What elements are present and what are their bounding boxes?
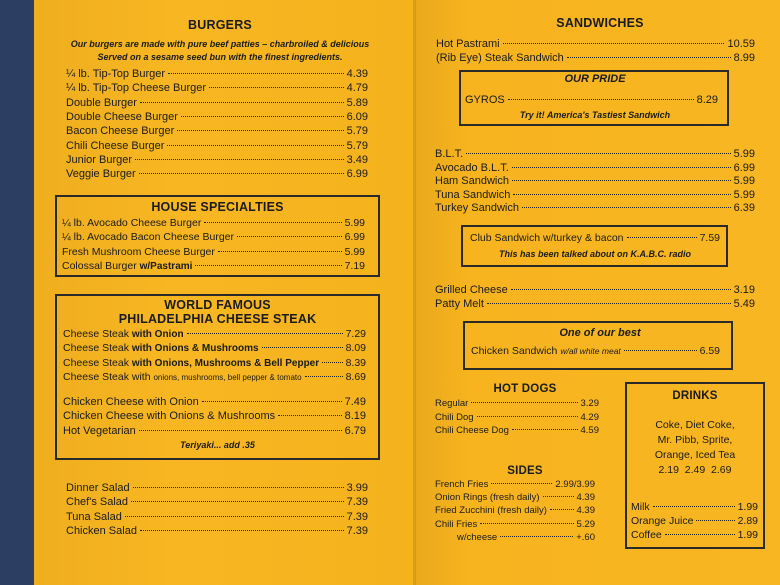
gyros-note: Try it! America's Tastiest Sandwich [519, 110, 671, 120]
menu-item-price: 3.29 [580, 398, 599, 409]
menu-item-name: Chili Cheese Dog [435, 425, 509, 436]
menu-item-row [62, 216, 365, 230]
leader-dots [135, 159, 344, 160]
philly-title-2: PHILADELPHIA CHEESE STEAK [118, 312, 317, 326]
menu-item-price: 3.19 [733, 284, 755, 296]
menu-item-price: 4.39 [576, 492, 595, 504]
menu-item-name: French Fries [435, 479, 489, 490]
menu-item-price: 6.99 [344, 231, 365, 244]
menu-item-price: 7.49 [344, 396, 366, 408]
menu-item-price: 4.79 [346, 82, 368, 95]
sides-title: SIDES [507, 465, 543, 477]
menu-item-row [435, 201, 755, 215]
leader-dots [140, 530, 344, 531]
leader-dots [305, 376, 343, 377]
leader-dots [204, 222, 341, 223]
leader-dots [181, 116, 344, 117]
menu-item-name: ¼ lb. Avocado Cheese Burger [62, 217, 202, 229]
menu-item-name: Orange Juice [631, 515, 694, 527]
menu-item-row [66, 96, 368, 110]
leader-dots [511, 289, 731, 290]
leader-dots [550, 509, 574, 510]
menu-item-price: 5.99 [344, 217, 365, 229]
menu-item-name: Hot Vegetarian [63, 424, 136, 437]
menu-item-row [63, 341, 366, 355]
leader-dots [237, 236, 342, 237]
burgers-description-1: Our burgers are made with pure beef patties – charbroiled & delicious [70, 39, 370, 49]
menu-item-price: 3.99 [346, 482, 368, 494]
menu-item-price: 5.99 [733, 188, 755, 201]
leader-dots [513, 194, 730, 195]
menu-item-name: Cheese Steak with Onion [63, 328, 184, 340]
menu-item-price: 2.99/3.99 [555, 479, 595, 490]
menu-item-price: 7.29 [345, 328, 366, 340]
menu-item-row [66, 481, 368, 495]
menu-item-price: 8.99 [733, 51, 755, 64]
house-specialties-title: HOUSE SPECIALTIES [151, 200, 284, 214]
menu-item-price: 3.49 [346, 153, 368, 166]
menu-item-name: Milk [631, 501, 650, 513]
menu-item-name: Double Burger [66, 96, 137, 109]
menu-item-name: Tuna Salad [66, 510, 122, 523]
leader-dots [487, 303, 731, 304]
chicken-sandwich-row [471, 344, 720, 358]
menu-item-price: 7.19 [344, 259, 365, 272]
menu-item-row [63, 409, 366, 423]
leader-dots [653, 506, 735, 507]
menu-item-name: Turkey Sandwich [435, 202, 519, 215]
menu-item-name: Veggie Burger [66, 168, 136, 181]
menu-item-price: 1.99 [737, 529, 758, 541]
leader-dots [218, 251, 342, 252]
leader-dots [624, 350, 697, 351]
menu-item-name: Chef's Salad [66, 496, 129, 509]
menu-item-name: Chicken Cheese with Onion [63, 396, 199, 408]
menu-item-row [62, 245, 365, 259]
leader-dots [133, 487, 344, 488]
menu-item-row [435, 504, 595, 518]
menu-item-row [66, 495, 368, 509]
menu-item-name: Fresh Mushroom Cheese Burger [62, 245, 215, 258]
menu-item-row [63, 424, 366, 438]
chicken-sandwich-name: Chicken Sandwich w/all white meat [471, 345, 621, 357]
menu-item-name: Cheese Steak with onions, mushrooms, bell pepper & tomato [63, 370, 302, 383]
menu-item-name: Dinner Salad [66, 482, 130, 494]
menu-item-row [631, 500, 758, 514]
menu-item-price: 2.89 [737, 515, 758, 527]
menu-item-price: 5.99 [733, 175, 755, 188]
hot-dogs-title: HOT DOGS [493, 383, 557, 395]
menu-item-row [66, 139, 368, 153]
menu-fold [413, 0, 416, 585]
leader-dots [139, 173, 344, 174]
leader-dots [522, 207, 731, 208]
leader-dots [627, 237, 697, 238]
menu-item-price: 10.59 [727, 38, 755, 50]
soda-prices: 2.19 2.49 2.69 [658, 464, 732, 476]
soda-line: Coke, Diet Coke, [655, 419, 735, 431]
menu-item-name: Cheese Steak with Onions & Mushrooms [63, 342, 259, 355]
menu-item-row [435, 518, 595, 532]
leader-dots [187, 333, 343, 334]
menu-item-price: 7.39 [346, 524, 368, 537]
menu-item-name: Ham Sandwich [435, 175, 509, 188]
menu-item-row [435, 478, 595, 492]
menu-item-name: Regular [435, 398, 469, 409]
leader-dots [512, 429, 578, 430]
our-pride-title: OUR PRIDE [564, 73, 626, 85]
club-row [470, 231, 720, 245]
menu-item-row [62, 259, 365, 273]
chicken-sandwich-price: 6.59 [699, 345, 720, 357]
menu-item-name: Chili Fries [435, 518, 478, 530]
menu-item-price: 4.39 [346, 68, 368, 80]
leader-dots [543, 496, 574, 497]
menu-item-row [435, 283, 755, 297]
menu-item-name: Colossal Burger w/Pastrami [62, 259, 193, 272]
menu-item-row [66, 67, 368, 81]
sandwiches-title: SANDWICHES [556, 16, 644, 30]
leader-dots [500, 536, 573, 537]
leader-dots [140, 102, 344, 103]
leader-dots [202, 401, 342, 402]
menu-item-row [435, 188, 755, 202]
leader-dots [466, 153, 730, 154]
menu-item-row [66, 124, 368, 138]
menu-item-row [66, 524, 368, 538]
menu-item-price: 7.39 [346, 496, 368, 509]
menu-item-price: 1.99 [737, 501, 758, 513]
menu-item-name: Patty Melt [435, 297, 484, 310]
leader-dots [665, 534, 735, 535]
gyros-name: GYROS [465, 94, 505, 106]
menu-item-name: Fried Zucchini (fresh daily) [435, 505, 547, 517]
leader-dots [477, 416, 578, 417]
menu-item-row [435, 297, 755, 311]
menu-item-price: 5.99 [733, 148, 755, 160]
club-note: This has been talked about on K.A.B.C. radio [498, 249, 692, 259]
menu-item-name: ¼ lb. Avocado Bacon Cheese Burger [62, 231, 235, 244]
menu-item-name: Chicken Cheese with Onions & Mushrooms [63, 410, 276, 423]
menu-item-row [63, 370, 366, 384]
leader-dots [567, 57, 731, 58]
menu-item-price: 8.69 [345, 370, 366, 383]
menu-item-name: ¼ lb. Tip-Top Cheese Burger [66, 82, 207, 95]
menu-item-row [63, 356, 366, 370]
leader-dots [209, 87, 344, 88]
menu-item-row [435, 531, 595, 545]
menu-item-price: 6.39 [733, 202, 755, 215]
leader-dots [696, 520, 734, 521]
menu-item-name: Double Cheese Burger [66, 110, 178, 123]
menu-item-row [66, 167, 368, 181]
menu-item-price: 8.39 [345, 356, 366, 369]
menu-item-price: 5.89 [346, 96, 368, 109]
menu-item-row [63, 327, 366, 341]
menu-item-price: 4.29 [580, 411, 599, 423]
leader-dots [480, 523, 573, 524]
menu-item-name: B.L.T. [435, 148, 464, 160]
menu-item-price: 4.59 [580, 425, 599, 436]
menu-item-price: 6.09 [346, 110, 368, 123]
menu-item-name: w/cheese [457, 531, 498, 543]
burgers-description-2: Served on a sesame seed bun with the finest ingredients. [97, 52, 343, 62]
menu-item-name: Avocado B.L.T. [435, 161, 509, 174]
menu-item-price: 6.79 [344, 424, 366, 437]
menu-item-name: Chicken Salad [66, 524, 137, 537]
leader-dots [512, 167, 731, 168]
gyros-row [465, 93, 718, 107]
menu-item-price: 4.39 [576, 505, 595, 517]
soda-list [635, 418, 755, 478]
menu-item-name: Chili Cheese Burger [66, 139, 165, 152]
menu-item-row [66, 81, 368, 95]
leader-dots [322, 362, 342, 363]
philly-title-1: WORLD FAMOUS [164, 298, 271, 312]
menu-item-name: Bacon Cheese Burger [66, 125, 175, 138]
soda-line: Mr. Pibb, Sprite, [657, 434, 733, 446]
club-price: 7.59 [699, 232, 720, 244]
menu-item-row [435, 411, 599, 425]
menu-item-row [631, 514, 758, 528]
leader-dots [168, 73, 344, 74]
menu-item-row [631, 528, 758, 542]
menu-item-price: +.60 [576, 531, 595, 543]
menu-item-price: 5.99 [344, 245, 365, 258]
menu-item-row [435, 491, 595, 505]
leader-dots [503, 43, 725, 44]
menu-item-row [435, 397, 599, 411]
menu-item-row [63, 395, 366, 409]
leader-dots [491, 483, 552, 484]
leader-dots [167, 145, 343, 146]
menu-item-price: 6.99 [733, 161, 755, 174]
leader-dots [139, 430, 342, 431]
gyros-price: 8.29 [696, 94, 718, 106]
menu-item-name: Junior Burger [66, 153, 133, 166]
menu-item-price: 5.79 [346, 139, 368, 152]
menu-item-price: 5.79 [346, 125, 368, 138]
one-of-our-best-title: One of our best [559, 327, 641, 339]
menu-item-price: 8.19 [344, 410, 366, 423]
menu-item-name: Chili Dog [435, 411, 474, 423]
leader-dots [471, 402, 577, 403]
menu-item-row [435, 147, 755, 161]
menu-item-name: (Rib Eye) Steak Sandwich [436, 51, 564, 64]
menu-item-row [66, 110, 368, 124]
menu-item-name: Grilled Cheese [435, 284, 508, 296]
menu-item-name: Tuna Sandwich [435, 188, 511, 201]
leader-dots [512, 180, 731, 181]
leader-dots [125, 516, 344, 517]
menu-item-price: 6.99 [346, 168, 368, 181]
menu-item-price: 5.29 [576, 518, 595, 530]
menu-item-row [66, 510, 368, 524]
menu-item-row [436, 37, 755, 51]
menu-item-row [435, 174, 755, 188]
drinks-title: DRINKS [672, 390, 718, 402]
leader-dots [508, 99, 694, 100]
teriyaki-note: Teriyaki... add .35 [180, 440, 255, 450]
leader-dots [195, 265, 341, 266]
burgers-title: BURGERS [188, 18, 252, 32]
menu-item-row [66, 153, 368, 167]
menu-item-row [435, 424, 599, 438]
menu-item-row [435, 161, 755, 175]
menu-item-price: 7.39 [346, 510, 368, 523]
club-name: Club Sandwich w/turkey & bacon [470, 232, 624, 244]
menu-item-name: Coffee [631, 529, 662, 541]
soda-line: Orange, Iced Tea [654, 449, 736, 461]
menu-item-price: 5.49 [733, 297, 755, 310]
menu-item-name: Hot Pastrami [436, 38, 500, 50]
leader-dots [262, 347, 343, 348]
leader-dots [278, 415, 341, 416]
menu-item-name: ¼ lb. Tip-Top Burger [66, 68, 166, 80]
menu-item-row [62, 230, 365, 244]
menu-item-row [436, 51, 755, 65]
menu-item-price: 8.09 [345, 342, 366, 355]
leader-dots [177, 130, 343, 131]
menu-item-name: Cheese Steak with Onions, Mushrooms & Bell Pepper [63, 356, 320, 369]
leader-dots [131, 501, 344, 502]
menu-item-name: Onion Rings (fresh daily) [435, 492, 540, 504]
